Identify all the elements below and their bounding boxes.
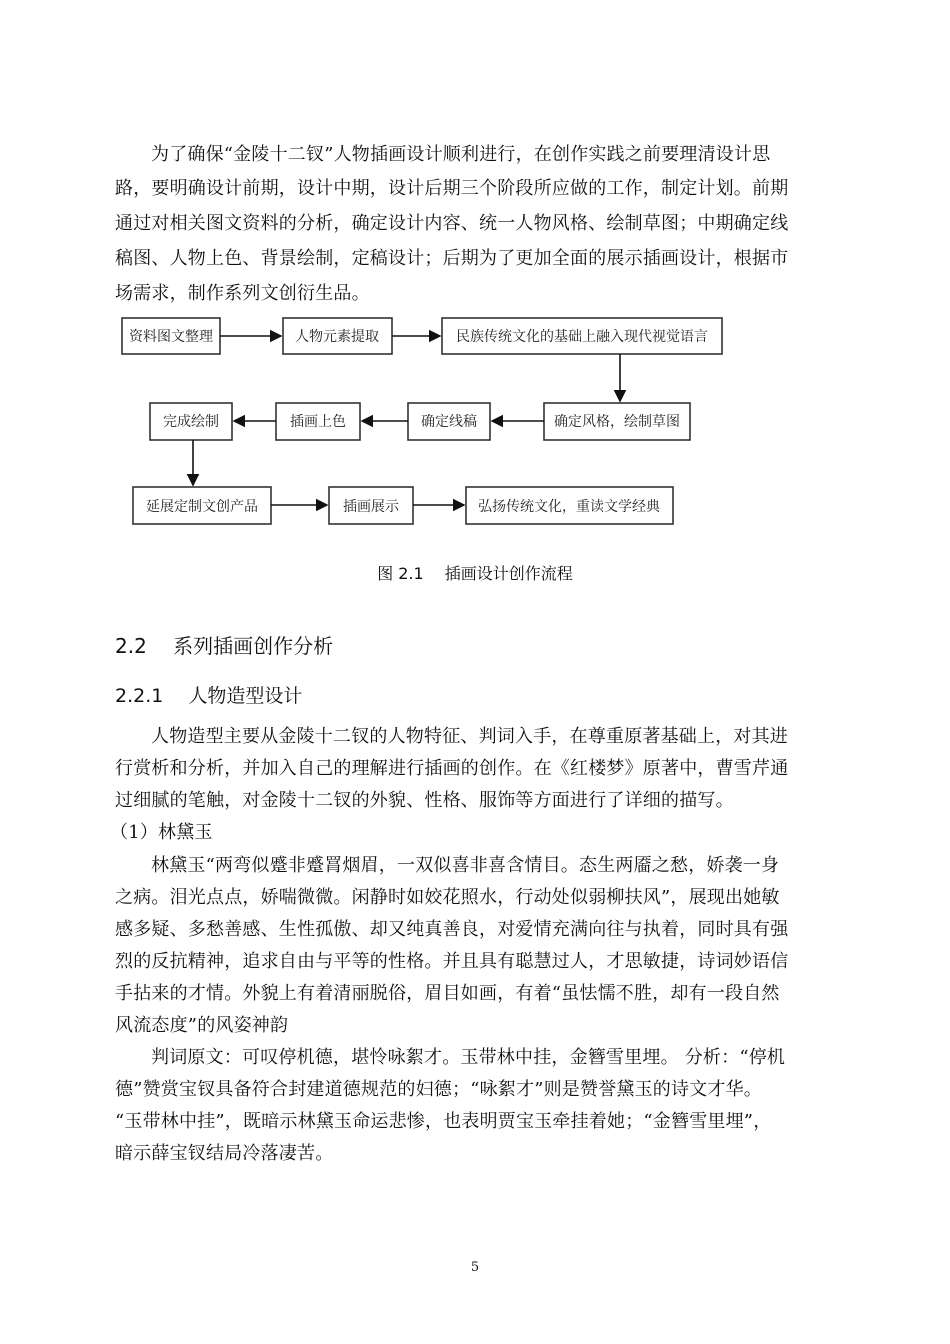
text-line: 通过对相关图文资料的分析，确定设计内容、统一人物风格、绘制草图；中期确定线 — [115, 213, 789, 234]
text-line: “玉带林中挂”，既暗示林黛玉命运悲惨，也表明贾宝玉牵挂着她；“金簪雪里埋”， — [115, 1111, 772, 1132]
text-line: 判词原文：可叹停机德，堪怜咏絮才。玉带林中挂，金簪雪里埋。 分析：“停机 — [151, 1047, 786, 1068]
flow-node — [329, 487, 413, 524]
flow-node — [544, 403, 690, 440]
svg-text:完成绘制: 完成绘制 — [163, 414, 219, 430]
text-line: 手拈来的才情。外貌上有着清丽脱俗，眉目如画，有着“虽怯懦不胜，却有一段自然 — [115, 983, 780, 1004]
flow-node — [150, 403, 232, 440]
text-line: 稿图、人物上色、背景绘制，定稿设计；后期为了更加全面的展示插画设计，根据市 — [115, 248, 789, 269]
section-heading: 2.2 系列插画创作分析 — [115, 634, 334, 658]
flow-node — [133, 487, 271, 524]
text-line: 暗示薛宝钗结局冷落凄苦。 — [115, 1143, 334, 1164]
svg-text:资料图文整理: 资料图文整理 — [129, 329, 213, 345]
figure-caption: 图 2.1 插画设计创作流程 — [377, 564, 573, 583]
svg-text:弘扬传统文化，重读文学经典: 弘扬传统文化，重读文学经典 — [478, 499, 660, 515]
flowchart-figure — [0, 0, 950, 560]
svg-text:确定风格，绘制草图: 确定风格，绘制草图 — [554, 414, 680, 430]
flow-node — [122, 318, 220, 354]
text-line: 人物造型主要从金陵十二钗的人物特征、判词入手，在尊重原著基础上，对其进 — [151, 726, 788, 747]
text-line: 德”赞赏宝钗具备符合封建道德规范的妇德；“咏絮才”则是赞誉黛玉的诗文才华。 — [115, 1079, 763, 1100]
text-line: 风流态度”的风姿神韵 — [115, 1015, 289, 1036]
text-line: 路，要明确设计前期，设计中期，设计后期三个阶段所应做的工作，制定计划。前期 — [115, 178, 789, 199]
text-line: 林黛玉“两弯似蹙非蹙罥烟眉，一双似喜非喜含情目。态生两靥之愁，娇袭一身 — [151, 855, 780, 876]
text-line: 之病。泪光点点，娇喘微微。闲静时如姣花照水，行动处似弱柳扶风”，展现出她敏 — [115, 887, 780, 908]
flow-node — [466, 487, 673, 524]
svg-text:人物元素提取: 人物元素提取 — [295, 329, 379, 345]
flow-node — [283, 318, 392, 354]
text-line: 感多疑、多愁善感、生性孤傲、却又纯真善良，对爱情充满向往与执着，同时具有强 — [115, 919, 789, 940]
text-line: 行赏析和分析，并加入自己的理解进行插画的创作。在《红楼梦》原著中，曹雪芹通 — [115, 758, 789, 779]
flow-node — [442, 318, 722, 354]
page-number: 5 — [470, 1260, 480, 1275]
svg-text:民族传统文化的基础上融入现代视觉语言: 民族传统文化的基础上融入现代视觉语言 — [456, 329, 708, 345]
text-line: 场需求，制作系列文创衍生品。 — [115, 283, 370, 304]
text-line: 为了确保“金陵十二钗”人物插画设计顺利进行，在创作实践之前要理清设计思 — [151, 144, 771, 165]
svg-text:插画展示: 插画展示 — [343, 499, 399, 515]
character-heading: （1）林黛玉 — [110, 822, 213, 843]
text-line: 烈的反抗精神，追求自由与平等的性格。并且具有聪慧过人，才思敏捷，诗词妙语信 — [115, 951, 789, 972]
flow-node — [276, 403, 360, 440]
svg-text:延展定制文创产品: 延展定制文创产品 — [146, 499, 258, 515]
svg-text:确定线稿: 确定线稿 — [421, 414, 477, 430]
text-line: 过细腻的笔触，对金陵十二钗的外貌、性格、服饰等方面进行了详细的描写。 — [115, 790, 734, 811]
subsection-heading: 2.2.1 人物造型设计 — [115, 685, 303, 707]
svg-text:插画上色: 插画上色 — [290, 414, 346, 430]
flow-node — [408, 403, 490, 440]
